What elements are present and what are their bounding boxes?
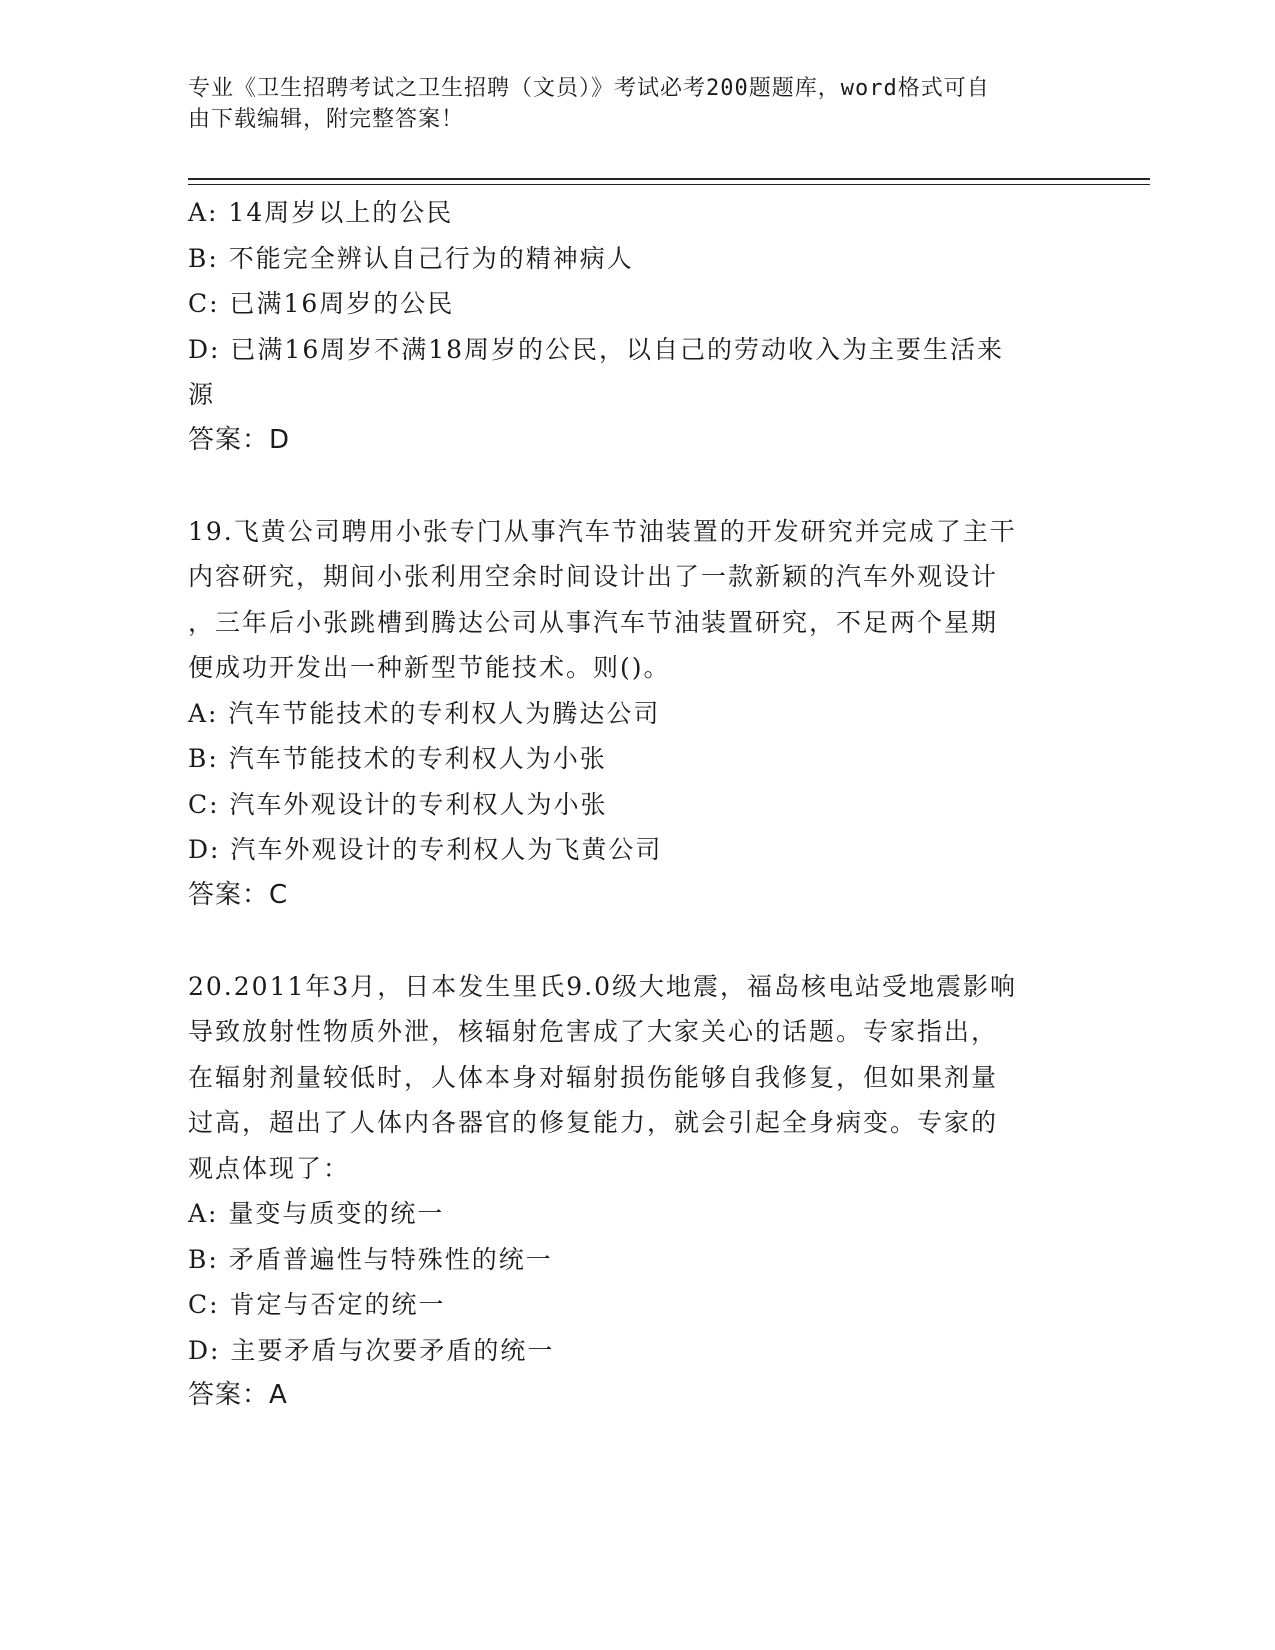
spacer bbox=[188, 463, 1088, 509]
header-line-1: 专业《卫生招聘考试之卫生招聘（文员）》考试必考200题题库，word格式可自 bbox=[188, 76, 990, 101]
question-stem: ，三年后小张跳槽到腾达公司从事汽车节油装置研究，不足两个星期 bbox=[188, 607, 999, 637]
document-header bbox=[188, 73, 1088, 135]
question-stem: 过高，超出了人体内各器官的修复能力，就会引起全身病变。专家的 bbox=[188, 1108, 999, 1137]
answer-line: 答案：A bbox=[188, 1380, 288, 1410]
option-d: D: 主要矛盾与次要矛盾的统一 bbox=[188, 1335, 555, 1365]
option-c: C: 肯定与否定的统一 bbox=[188, 1290, 446, 1319]
option-d-continued: 源 bbox=[188, 380, 216, 409]
option-d: D: 汽车外观设计的专利权人为飞黄公司 bbox=[188, 835, 663, 864]
header-divider-thin bbox=[188, 184, 1150, 185]
option-a: A: 汽车节能技术的专利权人为腾达公司 bbox=[188, 698, 661, 728]
option-d: D: 已满16周岁不满18周岁的公民，以自己的劳动收入为主要生活来 bbox=[188, 334, 1005, 364]
answer-line: 答案：D bbox=[188, 424, 291, 455]
answer-line: 答案：C bbox=[188, 879, 289, 910]
document-body bbox=[188, 190, 1088, 1419]
question-stem: 导致放射性物质外泄，核辐射危害成了大家关心的话题。专家指出， bbox=[188, 1017, 999, 1046]
question-stem: 观点体现了： bbox=[188, 1153, 351, 1183]
question-stem: 在辐射剂量较低时，人体本身对辐射损伤能够自我修复，但如果剂量 bbox=[188, 1062, 999, 1092]
option-a: A: 14周岁以上的公民 bbox=[188, 198, 454, 227]
spacer bbox=[188, 918, 1088, 964]
header-divider-thick bbox=[188, 178, 1150, 180]
question-stem: 便成功开发出一种新型节能技术。则()。 bbox=[188, 653, 671, 682]
question-19 bbox=[188, 509, 1088, 919]
option-b: B: 不能完全辨认自己行为的精神病人 bbox=[188, 243, 634, 273]
question-20 bbox=[188, 964, 1088, 1419]
option-a: A: 量变与质变的统一 bbox=[188, 1199, 445, 1228]
option-c: C: 已满16周岁的公民 bbox=[188, 289, 455, 318]
header-line-2: 由下载编辑，附完整答案！ bbox=[188, 107, 465, 132]
option-c: C: 汽车外观设计的专利权人为小张 bbox=[188, 789, 608, 819]
question-stem: 20.2011年3月，日本发生里氏9.0级大地震，福岛核电站受地震影响 bbox=[188, 971, 1018, 1001]
question-stem: 内容研究，期间小张利用空余时间设计出了一款新颖的汽车外观设计 bbox=[188, 562, 999, 591]
question-18 bbox=[188, 190, 1088, 463]
option-b: B: 汽车节能技术的专利权人为小张 bbox=[188, 744, 607, 773]
option-b: B: 矛盾普遍性与特殊性的统一 bbox=[188, 1244, 553, 1274]
question-stem: 19.飞黄公司聘用小张专门从事汽车节油装置的开发研究并完成了主干 bbox=[188, 516, 1017, 546]
